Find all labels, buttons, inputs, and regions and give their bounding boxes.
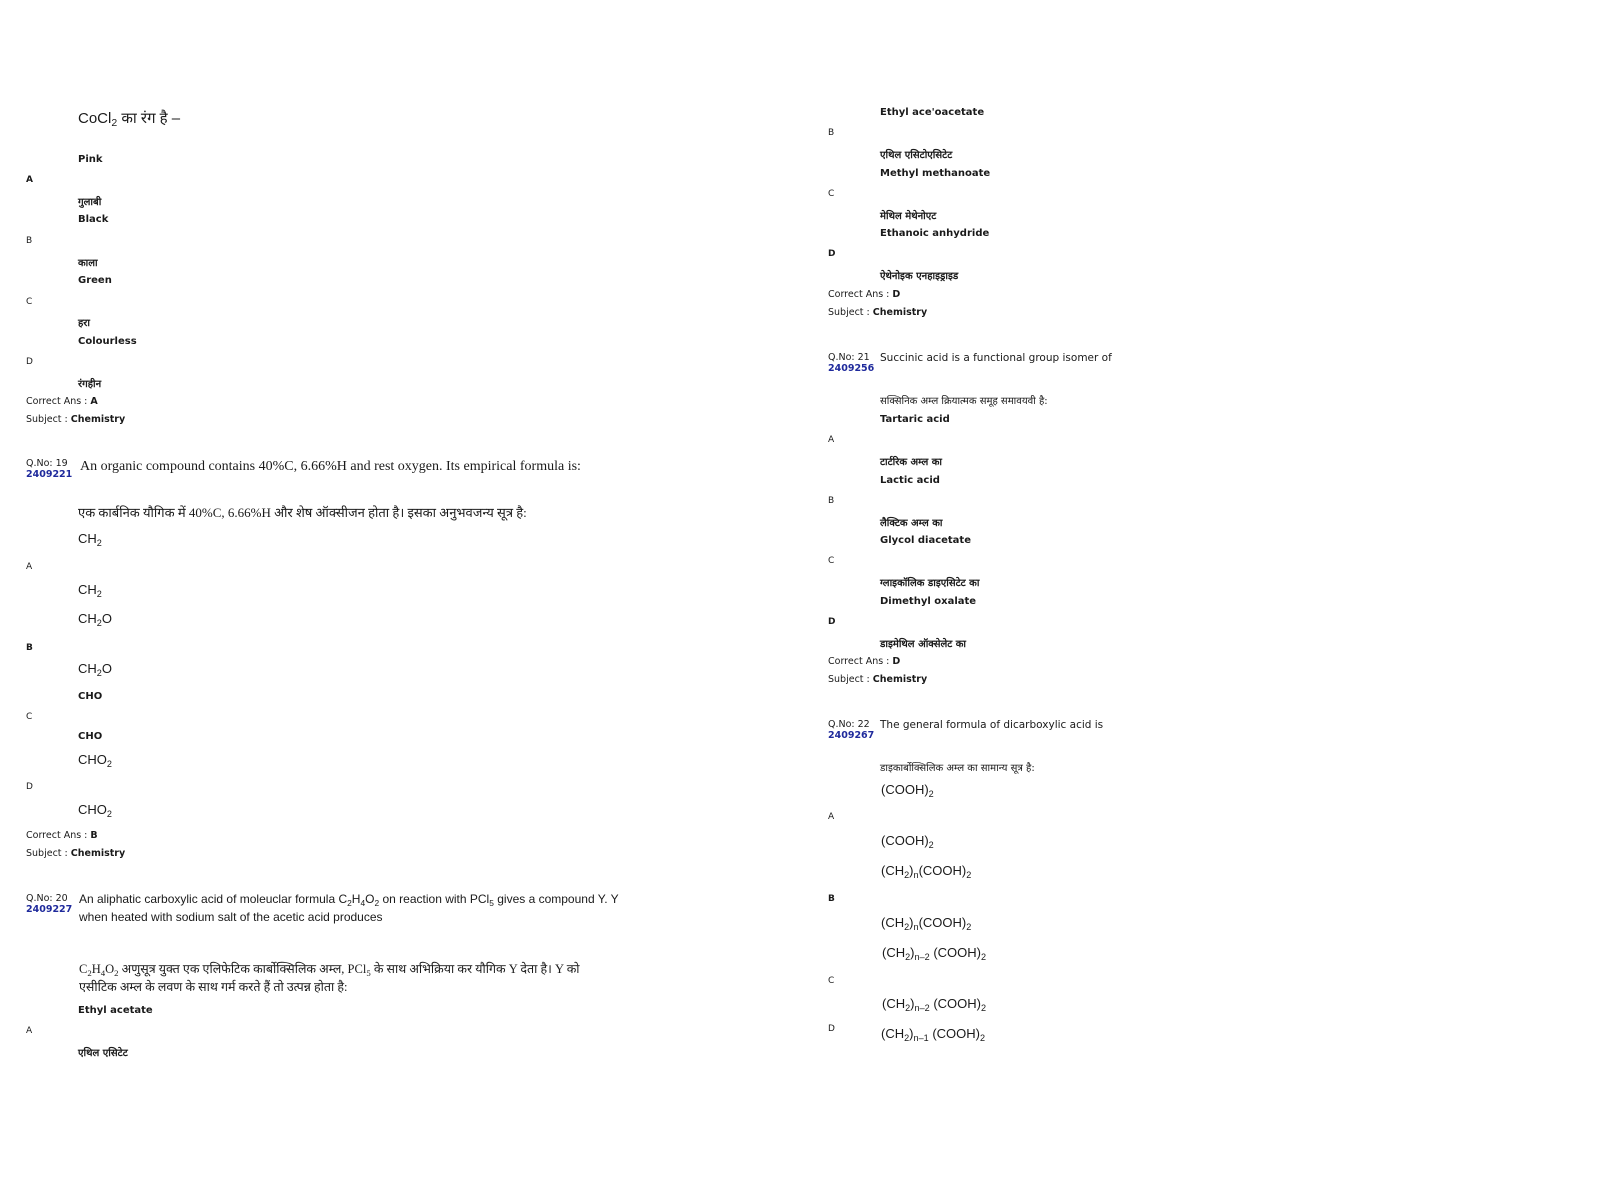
q20-option-c-en: Methyl methanoate — [880, 168, 991, 179]
q22-question-hi: डाइकार्बोक्सिलिक अम्ल का सामान्य सूत्र है: — [880, 763, 1035, 774]
q22-option-c-letter: C — [828, 976, 835, 986]
q20-question-en: An aliphatic carboxylic acid of moleuclar formula $C_2H_4O_2$ on reaction with PCl$_5$ gives a compound Y. Y — [79, 892, 619, 908]
q19-option-d-hi: $CHO_2$ — [78, 802, 112, 819]
q21-option-b-en: Lactic acid — [880, 475, 940, 486]
q21-option-b-hi: लैक्टिक अम्ल का — [880, 518, 943, 529]
q19-option-c-en: CHO — [78, 691, 103, 702]
q20-option-a-en: Ethyl acetate — [78, 1005, 153, 1016]
q22-option-b-hi: $(CH_2)_n(COOH)_2$ — [881, 915, 972, 932]
q19-option-c-hi: CHO — [78, 731, 103, 742]
q22-option-d-letter: D — [828, 1024, 835, 1034]
q18-option-a-en: Pink — [78, 154, 103, 165]
q21-option-c-en: Glycol diacetate — [880, 535, 971, 546]
q20-option-c-hi: मेथिल मेथेनोएट — [880, 211, 937, 222]
q22-question-en: The general formula of dicarboxylic acid is — [880, 719, 1104, 731]
q20-question-en-line2: when heated with sodium salt of the acetic acid produces — [79, 910, 383, 924]
q22-option-a-en: $(COOH)_2$ — [881, 782, 934, 799]
q21-subject: Subject : Chemistry — [828, 674, 928, 685]
q20-option-b-hi: एथिल एसिटोएसिटेट — [880, 150, 953, 161]
q18-subject: Subject : Chemistry — [26, 414, 126, 425]
q18-option-b-letter: B — [26, 236, 33, 246]
q19-number: Q.No: 19 — [26, 458, 68, 469]
q21-id: 2409256 — [828, 363, 875, 374]
q21-option-a-letter: A — [828, 435, 835, 445]
q20-option-d-letter: D — [828, 249, 836, 259]
q19-option-a-en: $CH_2$ — [78, 531, 102, 548]
q21-option-d-letter: D — [828, 617, 836, 627]
q19-option-a-hi: $CH_2$ — [78, 582, 102, 599]
q18-option-a-letter: A — [26, 175, 33, 185]
q22-option-a-letter: A — [828, 812, 835, 822]
q21-option-c-hi: ग्लाइकॉलिक डाइएसिटेट का — [880, 578, 980, 589]
q21-option-d-en: Dimethyl oxalate — [880, 596, 977, 607]
q18-question: CoCl$_2$ का रंग है – — [78, 110, 181, 129]
q19-id: 2409221 — [26, 469, 73, 480]
q21-number: Q.No: 21 — [828, 352, 870, 363]
q18-option-c-en: Green — [78, 275, 112, 286]
q20-question-hi: $C_2H_4O_2$ अणुसूत्र युक्त एक एलिफेटिक कार्बोक्सिलिक अम्ल, PCl$_5$ के साथ अभिक्रिया कर यौगिक Y देता है। Y को — [79, 962, 580, 978]
q21-option-a-hi: टार्टरिक अम्ल का — [880, 457, 942, 468]
q22-option-d-en: $(CH_2)_{n-1}$ $(COOH)_2$ — [881, 1026, 986, 1043]
q21-option-c-letter: C — [828, 556, 835, 566]
q18-option-c-letter: C — [26, 297, 33, 307]
q19-question-en: An organic compound contains 40%C, 6.66%H and rest oxygen. Its empirical formula is: — [80, 459, 581, 474]
q21-correct-answer: Correct Ans : D — [828, 656, 901, 667]
q18-option-c-hi: हरा — [78, 318, 90, 329]
q18-option-d-en: Colourless — [78, 336, 137, 347]
q21-option-a-en: Tartaric acid — [880, 414, 950, 425]
q20-option-a-letter: A — [26, 1026, 33, 1036]
q21-question-en: Succinic acid is a functional group isomer of — [880, 352, 1112, 364]
q20-option-c-letter: C — [828, 189, 835, 199]
q22-option-c-hi: $(CH_2)_{n-2}$ $(COOH)_2$ — [882, 996, 987, 1013]
q20-option-a-hi: एथिल एसिटेट — [78, 1048, 128, 1059]
q19-option-d-letter: D — [26, 782, 33, 792]
q18-option-a-hi: गुलाबी — [78, 197, 102, 208]
q20-subject: Subject : Chemistry — [828, 307, 928, 318]
q18-correct-answer: Correct Ans : A — [26, 396, 98, 407]
q19-option-a-letter: A — [26, 562, 33, 572]
q20-question-hi-line2: एसीटिक अम्ल के लवण के साथ गर्म करते हैं तो उत्पन्न होता है: — [79, 980, 348, 994]
q22-option-b-en: $(CH_2)_n(COOH)_2$ — [881, 863, 972, 880]
q20-number: Q.No: 20 — [26, 893, 68, 904]
q19-option-d-en: $CHO_2$ — [78, 752, 112, 769]
q19-option-b-hi: $CH_2O$ — [78, 661, 112, 678]
q21-option-b-letter: B — [828, 496, 835, 506]
q20-option-d-en: Ethanoic anhydride — [880, 228, 990, 239]
q20-option-b-letter: B — [828, 128, 835, 138]
q19-correct-answer: Correct Ans : B — [26, 830, 98, 841]
q21-question-hi: सक्सिनिक अम्ल क्रियात्मक समूह समावयवी है: — [880, 396, 1048, 407]
q19-question-hi: एक कार्बनिक यौगिक में 40%C, 6.66%H और शेष ऑक्सीजन होता है। इसका अनुभवजन्य सूत्र है: — [78, 505, 527, 520]
q21-option-d-hi: डाइमेथिल ऑक्सेलेट का — [880, 639, 967, 650]
q20-correct-answer: Correct Ans : D — [828, 289, 901, 300]
q19-option-b-en: $CH_2O$ — [78, 611, 112, 628]
q22-option-b-letter: B — [828, 894, 835, 904]
q22-option-a-hi: $(COOH)_2$ — [881, 833, 934, 850]
q18-option-b-en: Black — [78, 214, 109, 225]
q20-option-d-hi: ऐथेनोइक एनहाइड्राइड — [880, 271, 959, 282]
q22-id: 2409267 — [828, 730, 875, 741]
q19-option-b-letter: B — [26, 643, 33, 653]
q19-subject: Subject : Chemistry — [26, 848, 126, 859]
q18-option-b-hi: काला — [78, 258, 98, 269]
q22-option-c-en: $(CH_2)_{n-2}$ $(COOH)_2$ — [882, 945, 987, 962]
q20-id: 2409227 — [26, 904, 73, 915]
q20-option-b-en: Ethyl ace'oacetate — [880, 107, 985, 118]
q19-option-c-letter: C — [26, 712, 33, 722]
q22-number: Q.No: 22 — [828, 719, 870, 730]
q18-option-d-hi: रंगहीन — [78, 379, 102, 390]
q18-option-d-letter: D — [26, 357, 33, 367]
